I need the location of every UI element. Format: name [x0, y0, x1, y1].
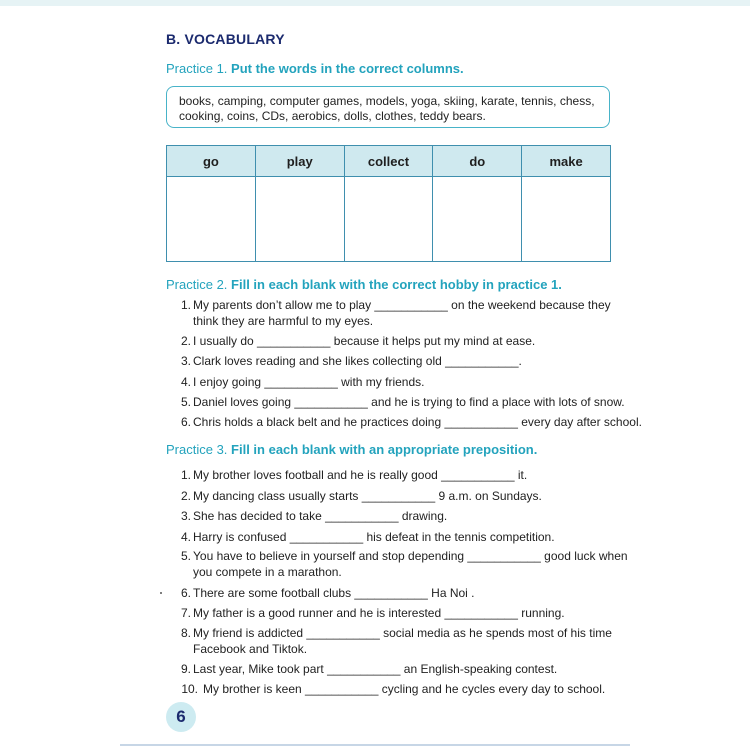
item-line: I enjoy going ___________ with my friends.	[193, 375, 425, 389]
practice2-label: Practice 2.	[166, 277, 228, 292]
practice3-heading	[166, 442, 537, 457]
item-line: There are some football clubs ___________ Ha Noi .	[193, 586, 475, 600]
item-line: Harry is confused ___________ his defeat in the tennis competition.	[193, 530, 555, 544]
item-number: 6.	[180, 415, 191, 429]
answer-cell-play[interactable]	[255, 177, 344, 262]
practice3-instruction: Fill in each blank with an appropriate preposition.	[231, 442, 538, 457]
item-line: Chris holds a black belt and he practices doing ___________ every day after school.	[193, 415, 642, 429]
column-header-play: play	[255, 146, 344, 177]
item-line: I usually do ___________ because it helps put my mind at ease.	[193, 334, 536, 348]
answer-cell-go[interactable]	[167, 177, 256, 262]
item-number: 6.	[180, 586, 191, 600]
item-number: 8.	[180, 626, 191, 640]
word-bank-line: books, camping, computer games, models, yoga, skiing, karate, tennis, chess,	[179, 94, 595, 108]
item-line: My father is a good runner and he is interested ___________ running.	[193, 606, 565, 620]
item-line: My brother is keen ___________ cycling and he cycles every day to school.	[203, 682, 606, 696]
answer-cell-make[interactable]	[522, 177, 611, 262]
top-border	[0, 0, 750, 6]
practice1-heading	[166, 61, 464, 76]
item-number: 1.	[180, 468, 191, 482]
item-number: 10.	[181, 682, 198, 696]
item-line: My parents don’t allow me to play ___________ on the weekend because they	[193, 298, 611, 312]
item-number: 7.	[180, 606, 191, 620]
item-number: 2.	[180, 489, 191, 503]
answer-cell-collect[interactable]	[344, 177, 433, 262]
item-line: My friend is addicted ___________ social media as he spends most of his time	[193, 626, 612, 640]
answer-cell-do[interactable]	[433, 177, 522, 262]
stray-mark	[160, 592, 162, 594]
practice1-instruction: Put the words in the correct columns.	[231, 61, 464, 76]
column-header-go: go	[167, 146, 256, 177]
practice3-label: Practice 3.	[166, 442, 228, 457]
item-number: 4.	[180, 375, 191, 389]
item-number: 3.	[180, 354, 191, 368]
item-line: Clark loves reading and she likes collecting old ___________.	[193, 354, 522, 368]
item-line: My dancing class usually starts ___________ 9 a.m. on Sundays.	[193, 489, 542, 503]
word-bank-line: cooking, coins, CDs, aerobics, dolls, clothes, teddy bears.	[179, 109, 486, 123]
column-header-make: make	[522, 146, 611, 177]
item-line: You have to believe in yourself and stop depending ___________ good luck when	[193, 549, 628, 563]
item-line: My brother loves football and he is really good ___________ it.	[193, 468, 528, 482]
item-number: 3.	[180, 509, 191, 523]
bottom-border	[120, 744, 630, 746]
table-header-row	[167, 146, 611, 177]
item-line: you compete in a marathon.	[193, 565, 342, 579]
item-line: Facebook and Tiktok.	[193, 642, 308, 656]
column-header-collect: collect	[344, 146, 433, 177]
item-number: 5.	[180, 395, 191, 409]
column-header-do: do	[433, 146, 522, 177]
practice2-heading	[166, 277, 562, 292]
item-number: 9.	[180, 662, 191, 676]
page-number-badge: 6	[166, 702, 196, 732]
item-number: 2.	[180, 334, 191, 348]
item-number: 1.	[180, 298, 191, 312]
item-line: She has decided to take ___________ drawing.	[193, 509, 448, 523]
table-answer-row	[167, 177, 611, 262]
item-line: think they are harmful to my eyes.	[193, 314, 374, 328]
item-line: Daniel loves going ___________ and he is trying to find a place with lots of snow.	[193, 395, 625, 409]
item-number: 4.	[180, 530, 191, 544]
item-number: 5.	[180, 549, 191, 563]
section-title: B. VOCABULARY	[166, 31, 285, 47]
practice2-instruction: Fill in each blank with the correct hobby in practice 1.	[231, 277, 562, 292]
hobby-columns-table	[166, 145, 611, 262]
item-line: Last year, Mike took part ___________ an English-speaking contest.	[193, 662, 558, 676]
practice1-label: Practice 1.	[166, 61, 228, 76]
word-bank	[166, 86, 610, 128]
